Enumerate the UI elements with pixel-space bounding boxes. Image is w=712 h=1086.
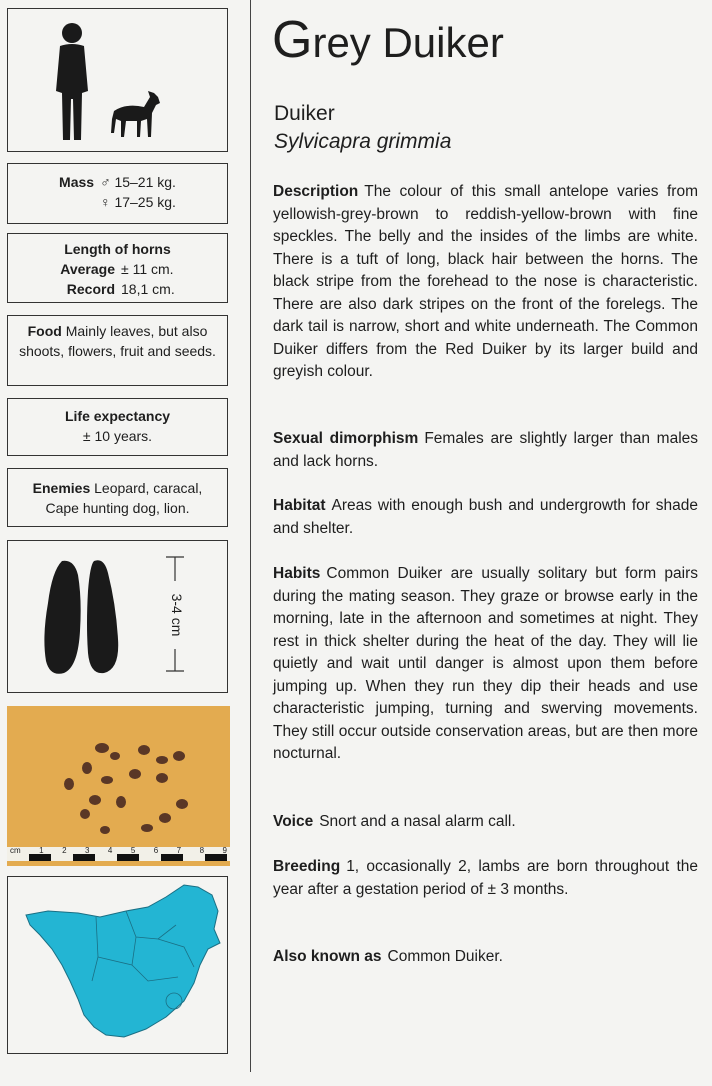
- habitat-text: Areas with enough bush and undergrowth for shade and shelter.: [273, 497, 698, 537]
- voice-section: [273, 811, 698, 834]
- track-size-label: 3-4 cm: [169, 593, 185, 637]
- duiker-silhouette-icon: [111, 91, 160, 137]
- title-initial: G: [272, 11, 313, 69]
- common-name: Duiker: [274, 102, 335, 125]
- food-text: Mainly leaves, but also shoots, flowers, fruit and seeds.: [19, 323, 216, 359]
- description-heading: Description: [273, 183, 359, 200]
- dimorphism-heading: Sexual dimorphism: [273, 430, 419, 447]
- enemies-text: Leopard, caracal, Cape hunting dog, lion.: [45, 480, 203, 516]
- food-box: [7, 315, 228, 386]
- ruler-mark: 9: [222, 846, 227, 855]
- ruler-mark: 1: [39, 846, 44, 855]
- also-known-as-heading: Also known as: [273, 948, 382, 965]
- distribution-map-box: [7, 876, 228, 1054]
- breeding-section: [273, 856, 698, 901]
- ruler-mark: 3: [84, 846, 90, 855]
- horns-label: Length of horns: [64, 241, 171, 257]
- ruler-mark: 8: [199, 846, 205, 855]
- size-comparison-box: [7, 8, 228, 152]
- mass-female-value: ♀ 17–25 kg.: [100, 194, 176, 210]
- mass-male-value: ♂ 15–21 kg.: [100, 174, 176, 190]
- life-expectancy-value: ± 10 years.: [82, 428, 153, 444]
- mass-box: [7, 163, 228, 224]
- dimorphism-text: Females are slightly larger than males and lack horns.: [273, 430, 699, 470]
- enemies-label: Enemies: [32, 480, 91, 496]
- size-silhouette-illustration: [8, 9, 227, 151]
- habits-section: [273, 563, 698, 766]
- description-text: The colour of this small antelope varies from yellowish-grey-brown to reddish-yellow-brown with fine speckles. The belly and the insides of the limbs are white. There is a tuft of long, black hair between the horns. The black stripe from the forehead to the nose is characteristic. There are also dark stripes on the front of the forelegs. The dark tail is narrow, short and white underneath. The Common Duiker differs from the Red Duiker by its larger build and greyish colour.: [273, 183, 698, 380]
- habitat-section: [273, 495, 698, 540]
- ruler-mark: 2: [62, 846, 67, 855]
- dimorphism-section: [273, 428, 698, 473]
- droppings-illustration: [7, 706, 230, 866]
- ruler-unit: cm: [10, 846, 21, 855]
- droppings-photo: [7, 706, 230, 866]
- breeding-text: 1, occasionally 2, lambs are born throughout the year after a gestation period of ± 3 months.: [273, 858, 698, 898]
- scientific-name: Sylvicapra grimmia: [274, 130, 452, 153]
- title-rest: rey Duiker: [312, 19, 504, 66]
- sidebar: [0, 0, 250, 1086]
- food-label: Food: [27, 323, 62, 339]
- voice-heading: Voice: [273, 813, 314, 830]
- ruler-mark: 7: [176, 846, 182, 855]
- distribution-map: [8, 877, 227, 1053]
- ruler-mark: 4: [107, 846, 113, 855]
- column-divider: [250, 0, 251, 1072]
- tracks-box: [7, 540, 228, 693]
- horns-average-value: ± 11 cm.: [121, 261, 174, 277]
- hoof-track-illustration: [8, 541, 227, 692]
- habits-heading: Habits: [273, 565, 321, 582]
- description-section: [273, 181, 698, 384]
- horns-average-label: Average: [60, 261, 116, 277]
- ruler-scale: [7, 846, 230, 856]
- mass-label: Mass: [59, 174, 95, 190]
- also-known-as-text: Common Duiker.: [387, 948, 503, 965]
- ruler-mark: 6: [153, 846, 159, 855]
- life-expectancy-label: Life expectancy: [64, 408, 171, 424]
- ruler-mark: 5: [130, 846, 136, 855]
- horns-box: [7, 233, 228, 303]
- life-expectancy-box: [7, 398, 228, 456]
- also-known-as-section: [273, 946, 698, 969]
- human-silhouette-icon: [62, 23, 82, 43]
- voice-text: Snort and a nasal alarm call.: [319, 813, 516, 830]
- habits-text: Common Duiker are usually solitary but form pairs during the mating season. They graze or browse early in the morning, late in the afternoon and sometimes at night. They rest in thick shelter during the heat of the day. They will lie quietly and wait until danger is almost upon them before jumping up. When they run they dip their heads and use characteristic jumping, turning and swerving movements. They still occur outside conservation areas, but are then more nocturnal.: [273, 565, 698, 762]
- breeding-heading: Breeding: [273, 858, 341, 875]
- enemies-box: [7, 468, 228, 527]
- habitat-heading: Habitat: [273, 497, 326, 514]
- horns-record-label: Record: [66, 281, 116, 297]
- page-title: [272, 12, 504, 71]
- horns-record-value: 18,1 cm.: [121, 281, 175, 297]
